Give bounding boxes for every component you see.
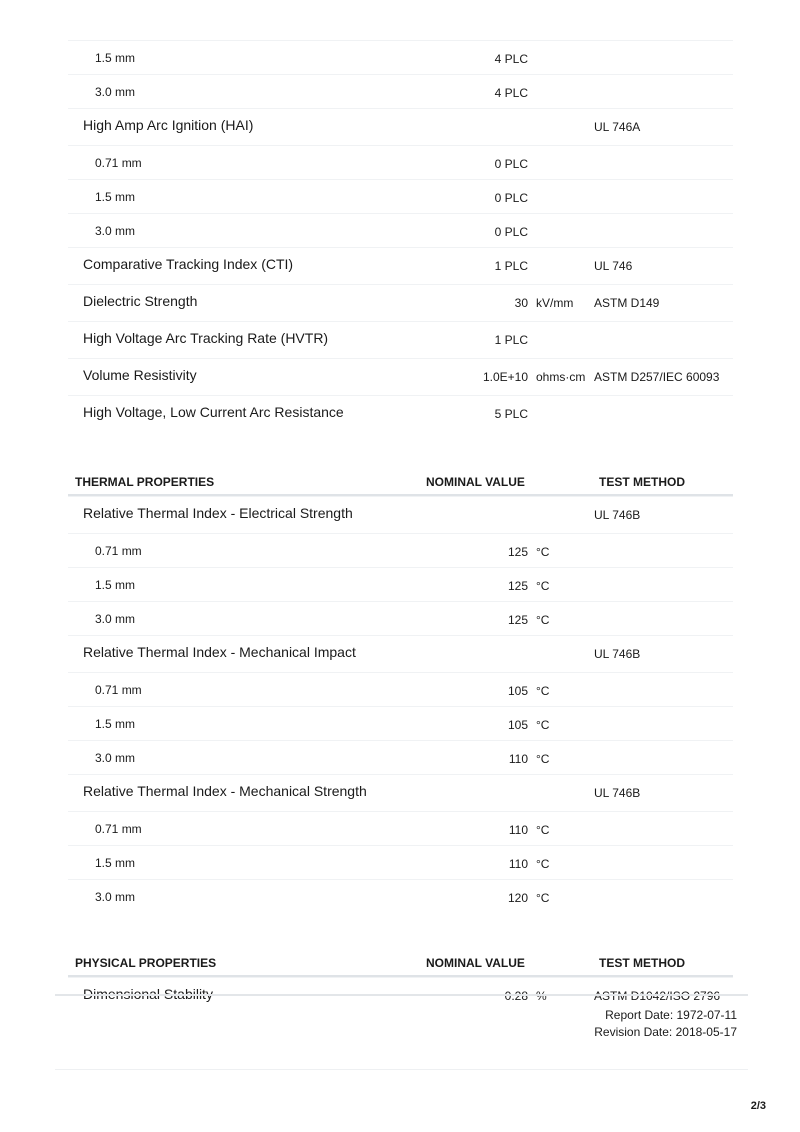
test-method: ASTM D257/IEC 60093 [594,370,720,384]
property-row [68,635,733,672]
property-label: 3.0 mm [95,224,136,238]
property-subrow [68,811,733,845]
footer-divider [55,994,748,996]
property-row [68,496,733,533]
value-unit: °C [536,579,550,593]
nominal-value: 120 [507,891,528,905]
value-unit: ohms·cm [536,370,586,384]
nominal-value: 0 PLC [494,157,528,171]
thermal-properties-header [68,462,733,496]
value-unit: kV/mm [536,296,574,310]
nominal-value: 0.28 [504,989,528,1003]
property-subrow [68,567,733,601]
property-subrow [68,706,733,740]
physical-properties-header [68,943,733,977]
test-method-header: TEST METHOD [599,475,685,489]
property-subrow [68,213,733,247]
property-label: 0.71 mm [95,683,142,697]
property-subrow [68,74,733,108]
value-unit: °C [536,545,550,559]
nominal-value: 30 [514,296,528,310]
nominal-value: 125 [507,613,528,627]
nominal-value: 1.0E+10 [482,370,528,384]
property-label: 3.0 mm [95,85,136,99]
property-subrow [68,179,733,213]
property-row [68,321,733,358]
nominal-value: 0 PLC [494,191,528,205]
nominal-value: 4 PLC [494,86,528,100]
thermal-properties-table [68,496,733,913]
property-row [68,395,733,432]
test-method: ASTM D1042/ISO 2796 [594,989,721,1003]
property-label: 1.5 mm [95,856,136,870]
property-label: Comparative Tracking Index (CTI) [83,256,294,272]
property-label: High Amp Arc Ignition (HAI) [83,117,254,133]
report-dates [594,1007,737,1041]
property-label: 1.5 mm [95,51,136,65]
property-label: 1.5 mm [95,190,136,204]
property-label: Dielectric Strength [83,293,198,309]
property-subrow [68,740,733,774]
nominal-value: 4 PLC [494,52,528,66]
nominal-value: 125 [507,579,528,593]
property-row [68,774,733,811]
section-title: THERMAL PROPERTIES [75,475,215,489]
nominal-value: 110 [508,752,528,766]
nominal-value: 125 [507,545,528,559]
property-label: Volume Resistivity [83,367,197,383]
property-row [68,108,733,145]
value-unit: °C [536,684,550,698]
property-label: 0.71 mm [95,822,142,836]
property-label: Dimensional Stability [83,986,213,1002]
property-subrow [68,533,733,567]
property-label: Relative Thermal Index - Electrical Strength [83,505,353,521]
page-number: 2/3 [750,1100,766,1112]
property-subrow [68,845,733,879]
test-method-header: TEST METHOD [599,956,685,970]
nominal-value-header: NOMINAL VALUE [426,956,525,970]
revision-date: Revision Date: 2018-05-17 [594,1025,737,1039]
property-label: 1.5 mm [95,578,136,592]
property-label: 3.0 mm [95,890,136,904]
nominal-value: 105 [507,684,528,698]
property-label: High Voltage Arc Tracking Rate (HVTR) [83,330,329,346]
test-method: UL 746B [594,508,641,522]
datasheet [68,40,733,1014]
property-label: 0.71 mm [95,156,142,170]
property-label: 1.5 mm [95,717,136,731]
property-label: 0.71 mm [95,544,142,558]
report-date: Report Date: 1972-07-11 [605,1008,737,1022]
nominal-value: 5 PLC [494,407,528,421]
property-label: 3.0 mm [95,751,136,765]
property-row [68,358,733,395]
test-method: UL 746 [594,259,633,273]
value-unit: °C [536,718,550,732]
property-label: Relative Thermal Index - Mechanical Impact [83,644,356,660]
property-subrow [68,672,733,706]
nominal-value: 105 [507,718,528,732]
value-unit: °C [536,857,550,871]
value-unit: °C [536,891,550,905]
property-subrow [68,145,733,179]
nominal-value: 110 [508,823,528,837]
property-row [68,247,733,284]
nominal-value-header: NOMINAL VALUE [426,475,525,489]
value-unit: °C [536,823,550,837]
footer-divider-bottom [55,1069,748,1070]
property-subrow [68,40,733,74]
nominal-value: 1 PLC [494,333,528,347]
test-method: UL 746B [594,786,641,800]
property-subrow [68,879,733,913]
electrical-properties-continued [68,40,733,432]
section-title: PHYSICAL PROPERTIES [75,956,217,970]
value-unit: °C [536,613,550,627]
property-subrow [68,601,733,635]
property-label: High Voltage, Low Current Arc Resistance [83,404,344,420]
value-unit: % [536,989,547,1003]
test-method: UL 746A [594,120,641,134]
nominal-value: 0 PLC [494,225,528,239]
value-unit: °C [536,752,550,766]
property-row [68,284,733,321]
nominal-value: 1 PLC [494,259,528,273]
test-method: UL 746B [594,647,641,661]
property-label: Relative Thermal Index - Mechanical Strength [83,783,367,799]
test-method: ASTM D149 [594,296,660,310]
property-label: 3.0 mm [95,612,136,626]
nominal-value: 110 [508,857,528,871]
